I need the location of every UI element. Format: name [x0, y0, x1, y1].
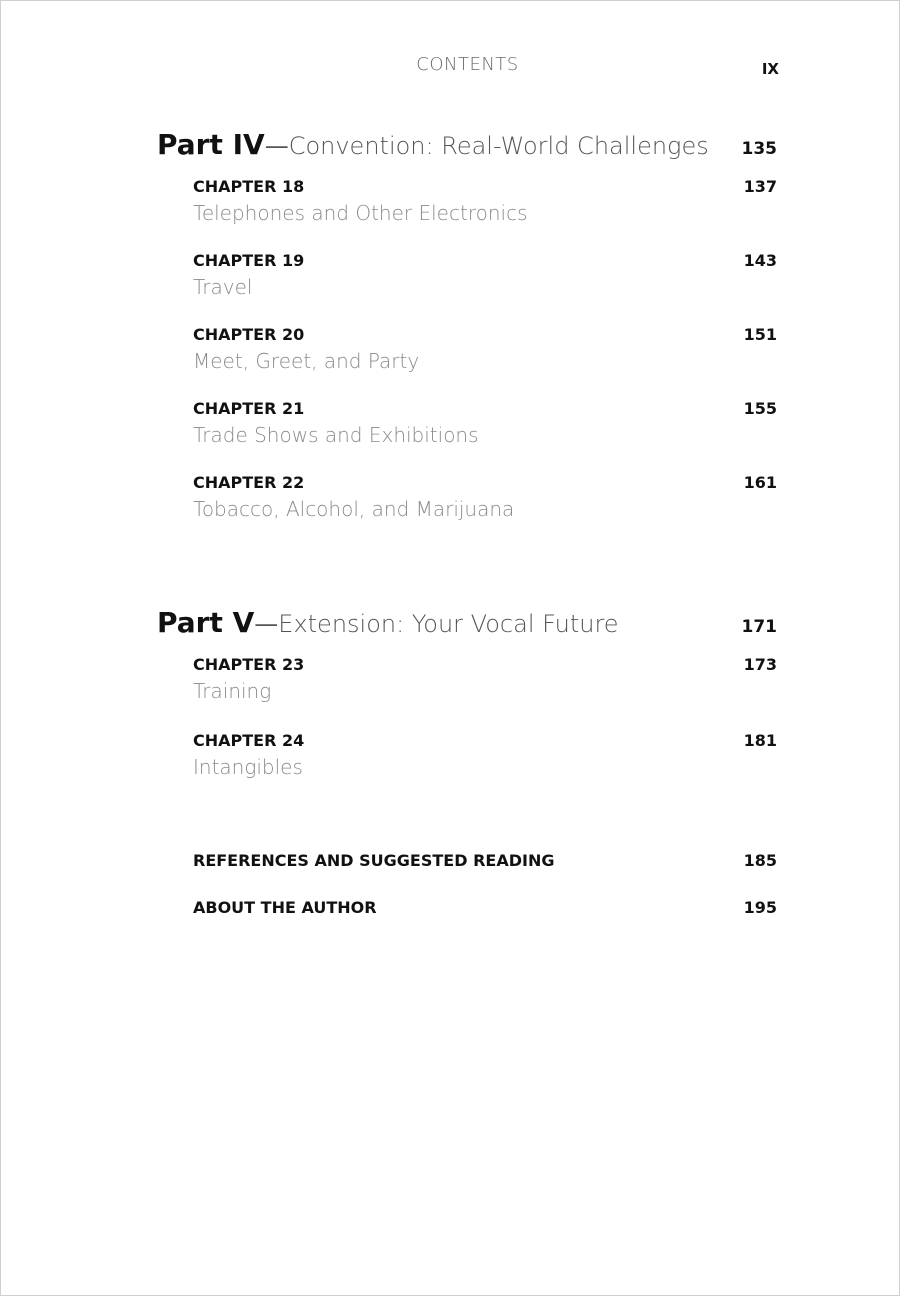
chapter-title: Meet, Greet, and Party [193, 349, 420, 373]
toc-entry-chapter-18 [193, 177, 777, 225]
part-dash: — [264, 132, 289, 160]
toc-entry-chapter-22 [193, 473, 777, 521]
chapter-label: CHAPTER 21 [193, 399, 305, 418]
toc-entry-references [193, 851, 777, 870]
chapter-title: Intangibles [193, 755, 303, 779]
part-page-number: 135 [741, 139, 777, 159]
toc-entry-chapter-20 [193, 325, 777, 373]
part-number: Part V [157, 606, 255, 639]
chapter-page-number: 173 [743, 655, 777, 674]
chapter-title: Training [193, 679, 272, 703]
running-head: CONTENTS [416, 54, 519, 75]
part-page-number: 171 [741, 617, 777, 637]
chapter-page-number: 143 [743, 251, 777, 270]
chapter-label: CHAPTER 18 [193, 177, 305, 196]
backmatter-page-number: 195 [743, 898, 777, 917]
part-subtitle: Convention: Real-World Challenges [288, 132, 709, 160]
page-folio: IX [761, 60, 779, 78]
chapter-label: CHAPTER 19 [193, 251, 305, 270]
toc-entry-about-the-author [193, 898, 777, 917]
chapter-page-number: 161 [743, 473, 777, 492]
part-heading-iv [157, 128, 777, 161]
part-number: Part IV [157, 128, 265, 161]
backmatter-page-number: 185 [743, 851, 777, 870]
chapter-page-number: 137 [743, 177, 777, 196]
toc-entry-chapter-24 [193, 731, 777, 779]
chapter-label: CHAPTER 22 [193, 473, 305, 492]
part-title [157, 606, 619, 639]
backmatter-label: REFERENCES AND SUGGESTED READING [193, 851, 555, 870]
chapter-label: CHAPTER 24 [193, 731, 305, 750]
toc-entry-chapter-19 [193, 251, 777, 299]
chapter-label: CHAPTER 20 [193, 325, 305, 344]
part-heading-v [157, 606, 777, 639]
chapter-page-number: 181 [743, 731, 777, 750]
part-subtitle: Extension: Your Vocal Future [278, 610, 619, 638]
chapter-title: Trade Shows and Exhibitions [193, 423, 479, 447]
toc-entry-chapter-21 [193, 399, 777, 447]
chapter-label: CHAPTER 23 [193, 655, 305, 674]
toc-entry-chapter-23 [193, 655, 777, 703]
chapter-title: Telephones and Other Electronics [193, 201, 528, 225]
part-dash: — [254, 610, 279, 638]
part-title [157, 128, 709, 161]
chapter-title: Travel [193, 275, 253, 299]
chapter-page-number: 155 [743, 399, 777, 418]
chapter-title: Tobacco, Alcohol, and Marijuana [193, 497, 515, 521]
backmatter-label: ABOUT THE AUTHOR [193, 898, 377, 917]
chapter-page-number: 151 [743, 325, 777, 344]
